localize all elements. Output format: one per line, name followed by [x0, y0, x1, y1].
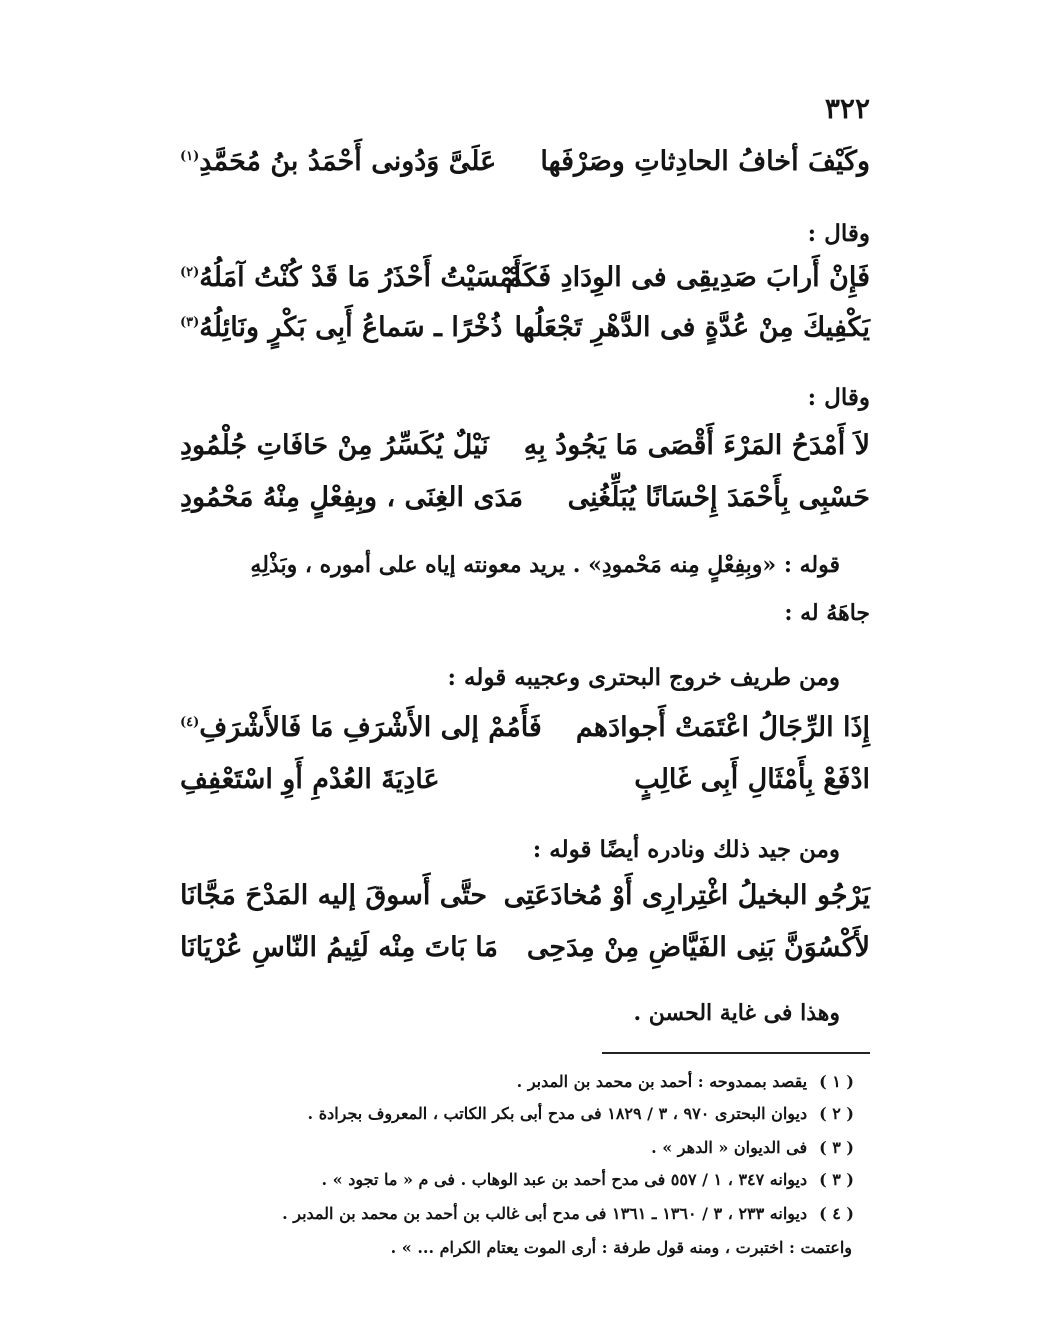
- verse-text: مَا بَاتَ مِنْه لَئِيمُ النّاسِ عُرْيَانَا: [180, 932, 498, 963]
- footnote: [391, 1238, 864, 1257]
- verse-first-hemistich: إِذَا الرِّجَالُ اعْتَمَتْ أَجوادَهم: [575, 712, 870, 743]
- footnote: [282, 1204, 854, 1223]
- verse-text: ذُخْرًا ـ سَماعُ أَبِى بَكْرٍ ونَائِلُهُ: [199, 312, 503, 343]
- verse-first-hemistich: لاَ أَمْدَحُ المَرْءَ أَقْصَى مَا يَجُودُ بِهِ: [523, 430, 870, 461]
- verse-second-hemistich: [180, 430, 489, 461]
- footnote-text: ديوان البحترى ٩٧٠ ، ٣ / ١٨٢٩ فى مدح أبى بكر الكاتب ، المعروف بجرادة .: [307, 1104, 808, 1123]
- verse-text: أَمْسَيْتُ أَحْذَرُ مَا قَدْ كُنْتُ آمَلُهُ: [199, 262, 522, 293]
- verse-line: [180, 764, 870, 816]
- verse-line: [180, 312, 870, 364]
- commentary-text: قوله : «وبِفِعْلٍ مِنه مَحْمودِ» . يريد معونته إياه على أموره ، وبَذْلِهِ: [250, 552, 840, 578]
- footnote-number: ( ٤ ): [819, 1204, 854, 1223]
- page-number: ٣٢٢: [824, 92, 870, 125]
- verse-text: عَادِيَةَ العُدْمِ أَوِ اسْتَعْفِفِ: [180, 764, 440, 795]
- section-intro: وقال :: [807, 220, 870, 247]
- verse-line: [180, 712, 870, 764]
- footnote-text: فى الديوان « الدهر » .: [651, 1138, 808, 1157]
- verse-first-hemistich: لأَكْسُوَنَّ بَنِى الفَيَّاضِ مِنْ مِدَحِى: [526, 932, 870, 963]
- verse-line: [180, 880, 870, 932]
- footnote: [517, 1072, 854, 1091]
- footnote-text: يقصد بممدوحه : أحمد بن محمد بن المدبر .: [516, 1072, 808, 1091]
- footnote: [322, 1170, 854, 1189]
- footnote-number: ( ٣ ): [819, 1138, 854, 1157]
- commentary-text: وهذا فى غاية الحسن .: [633, 1000, 840, 1026]
- verse-second-hemistich: [180, 932, 498, 963]
- footnote-text: ديوانه ٣٤٧ ، ١ / ٥٥٧ فى مدح أحمد بن عبد الوهاب . فى م « ما تجود » .: [321, 1170, 808, 1189]
- footnote-text: واعتمت : اختبرت ، ومنه قول طرفة : أرى الموت يعتام الكرام ... » .: [390, 1238, 852, 1257]
- verse-second-hemistich: [180, 482, 523, 513]
- verse-line: [180, 262, 870, 314]
- verse-second-hemistich: [180, 262, 521, 293]
- verse-second-hemistich: [180, 764, 440, 795]
- commentary-text: جاهَهُ له :: [784, 600, 870, 626]
- verse-first-hemistich: يَكْفِيكَ مِنْ عُدَّةٍ فى الدَّهْرِ تَجْعَلُها: [514, 312, 870, 343]
- footnote: [651, 1138, 854, 1157]
- verse-text: مَدَى الغِنَى ، وبِفِعْلٍ مِنْهُ مَحْمُودِ: [180, 482, 524, 513]
- verse-first-hemistich: ادْفَعْ بِأَمْثَالِ أَبِى غَالِبٍ: [634, 764, 870, 795]
- footnote-marker: (٢): [180, 265, 200, 280]
- verse-first-hemistich: وكَيْفَ أخافُ الحادِثاتِ وصَرْفَها: [540, 146, 870, 177]
- section-intro: وقال :: [807, 384, 870, 411]
- footnote-marker: (١): [180, 149, 200, 164]
- verse-line: [180, 482, 870, 534]
- verse-text: حتَّى أَسوقَ إليه المَدْحَ مَجَّانَا: [180, 880, 488, 911]
- footnote-marker: (٣): [180, 315, 200, 330]
- verse-second-hemistich: [180, 146, 496, 177]
- verse-text: نَيْلٌ يُكَسِّرُ مِنْ حَافَاتِ جُلْمُودِ: [180, 430, 489, 461]
- verse-second-hemistich: [180, 880, 487, 911]
- footnote-text: ديوانه ٢٣٣ ، ٣ / ١٣٦٠ ـ ١٣٦١ فى مدح أبى غالب بن أحمد بن محمد بن المدبر .: [282, 1204, 808, 1223]
- verse-second-hemistich: [180, 712, 542, 743]
- footnote-number: ( ٢ ): [819, 1104, 854, 1123]
- verse-text: عَلَىَّ وَدُونى أَحْمَدُ بنُ مُحَمَّدِ: [199, 146, 497, 177]
- verse-first-hemistich: فَإِنْ أَرابَ صَدِيقِى فى الوِدَادِ فَكَمْ: [505, 262, 870, 293]
- section-intro: ومن طريف خروج البحترى وعجيبه قوله :: [447, 664, 840, 691]
- section-intro: ومن جيد ذلك ونادره أيضًا قوله :: [532, 836, 840, 863]
- footnote-marker: (٤): [180, 715, 200, 730]
- verse-first-hemistich: يَرْجُو البخيلُ اغْتِرارِى أَوْ مُخادَعَتِى: [503, 880, 870, 911]
- footnote-divider: [602, 1052, 870, 1054]
- verse-line: [180, 430, 870, 482]
- verse-line: [180, 932, 870, 984]
- footnote: [308, 1104, 854, 1123]
- verse-line: [180, 146, 870, 198]
- verse-text: فَأَمُمْ إلى الأَشْرَفِ مَا فَالأَشْرَفِ: [199, 712, 542, 743]
- footnote-number: ( ٣ ): [819, 1170, 854, 1189]
- verse-second-hemistich: [180, 312, 502, 343]
- footnote-number: ( ١ ): [819, 1072, 854, 1091]
- verse-first-hemistich: حَسْبِى بِأَحْمَدَ إِحْسَانًا يُبَلِّغُنِى: [567, 482, 870, 513]
